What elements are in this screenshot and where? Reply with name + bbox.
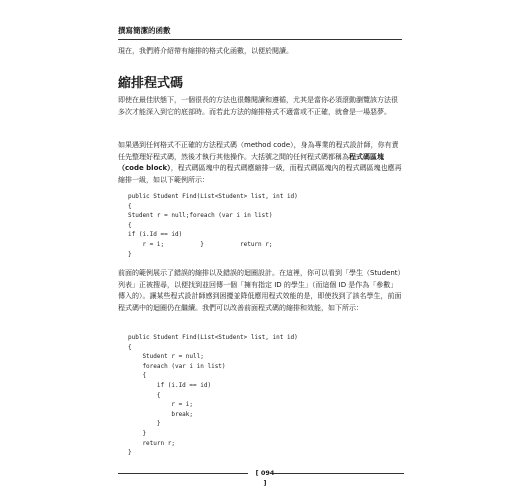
code-line: { xyxy=(128,202,132,210)
code-line: public Student Find(List<Student> list, int id) xyxy=(128,193,298,200)
code-line: r = i; xyxy=(128,401,194,409)
code-line: { xyxy=(128,343,132,351)
code-line: { xyxy=(128,391,161,399)
code-line: { xyxy=(128,221,132,229)
badly-indented-code-listing xyxy=(128,192,398,259)
code-line: public Student Find(List<Student> list, int id) xyxy=(128,334,298,341)
well-indented-code-listing xyxy=(128,333,398,458)
footer-rule-left xyxy=(118,473,248,474)
code-block-text-before: 如果遇到任何格式不正確的方法程式碼（method code），身為專業的程式設計師，你有責任先整理好程式碼，然後才執行其他操作。大括號之間的任何程式碼都稱為 xyxy=(118,141,399,161)
page-footer xyxy=(118,468,404,487)
code-line: r = i; } return r; xyxy=(128,240,273,248)
code-block-text-after: ，程式碼區塊中的程式碼應縮排一級，而程式碼區塊內的程式碼區塊也應再縮排一級，如以下範例所示： xyxy=(118,164,402,184)
code-line: break; xyxy=(128,410,194,418)
section-heading: 縮排程式碼 xyxy=(118,76,184,91)
code-line: } xyxy=(128,420,161,428)
code-line: } xyxy=(128,449,132,457)
code-line: if (i.Id == id) xyxy=(128,381,212,389)
code-line: Student r = null; xyxy=(128,353,204,361)
code-line: { xyxy=(128,372,147,380)
code-line: } xyxy=(128,429,147,437)
code-line: if (i.Id == id) xyxy=(128,231,183,239)
code-block-paragraph xyxy=(118,140,404,186)
code-block-term: 程式碼區塊（code block） xyxy=(118,152,384,172)
page-number-value: 094 xyxy=(260,469,275,477)
intro-paragraph: 現在，我們將介紹帶有縮排的格式化函數，以便於閱讀。 xyxy=(118,47,293,55)
chapter-title: 撰寫簡潔的函數 xyxy=(118,26,171,35)
code-line: return r; xyxy=(128,439,175,447)
improvement-paragraph: 前面的範例展示了錯誤的縮排以及錯誤的迴圈設計。在這裡，你可以看到「學生（Student）列表」正被搜尋，以便找到並回傳一個「擁有指定 ID 的學生」（而這個 ID 是作為「參數」傳入的）。讓某些程式設計師感到困擾並降低應用程式效能的是，即使找到了該名學生，前面程式碼中的迴圈仍在繼續。我們可以改善前面程式碼的縮排和效能，如下所示： xyxy=(118,269,402,312)
footer-rule-right xyxy=(274,473,404,474)
page-number: [ 094 ] xyxy=(255,469,275,487)
code-line: foreach (var i in list) xyxy=(128,362,226,370)
code-line: } xyxy=(128,250,132,258)
running-header xyxy=(118,24,402,40)
code-line: Student r = null;foreach (var i in list) xyxy=(128,212,273,220)
indent-explanation-paragraph: 即使在最佳狀態下，一個很長的方法也很難閱讀和遵循，尤其是當你必須滾動瀏覽該方法很多次才能深入到它的底部時。而若此方法的縮排格式不適當或不正確，就會是一場惡夢。 xyxy=(118,96,398,116)
